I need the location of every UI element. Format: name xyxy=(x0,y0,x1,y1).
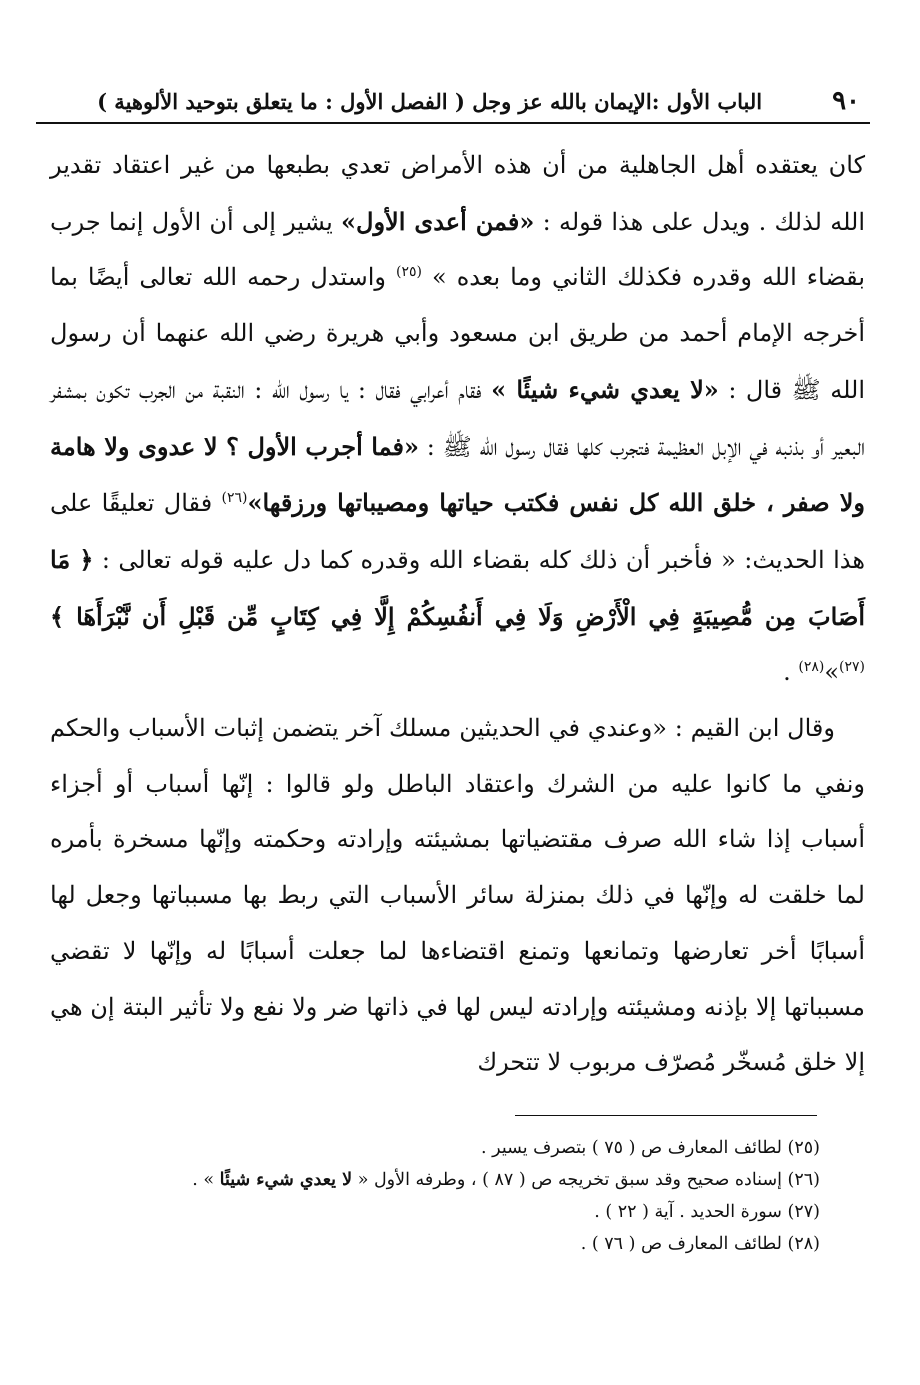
hadith-quote: «فما أجرب الأول ؟ لا عدوى ولا هامة ولا صفر ، خلق الله كل نفس فكتب حياتها ومصيباتها ورزقها» xyxy=(50,431,865,518)
text-run: يشير إلى أن الأول إنما جرب بقضاء الله وقدره فكذلك الثاني وما بعده » xyxy=(50,207,865,292)
text-run: . xyxy=(783,658,799,687)
footnote-ref: (٢٧) xyxy=(839,659,865,676)
footnote-28: (٢٨) لطائف المعارف ص ( ٧٦ ) . xyxy=(580,1234,820,1254)
page-header xyxy=(40,86,860,116)
footnote-ref: (٢٥) xyxy=(396,264,422,281)
footnote-rule xyxy=(515,1115,817,1116)
text-run: فقام أعرابي فقال : يا رسول الله : النقبة من الجرب تكون بمشفر البعير أو بذنبه في الإبل العظيمة فتجرب كلها فقال رسول الله ﷺ : xyxy=(50,375,865,461)
text-run: واستدل رحمه الله تعالى أيضًا بما أخرجه الإمام أحمد من طريق ابن مسعود وأبي هريرة رضي الله عنهما أن رسول الله ﷺ قال : xyxy=(50,263,866,404)
footnote-ref: (٢٦) xyxy=(221,490,248,507)
footnote-text: (٢٦) إسناده صحيح وقد سبق تخريجه ص ( ٨٧ ) ، وطرفه الأول « xyxy=(352,1170,820,1190)
paragraph-2: وقال ابن القيم : «وعندي في الحديثين مسلك آخر يتضمن إثبات الأسباب والحكم ونفي ما كانوا عليه من الشرك واعتقاد الباطل ولو قالوا : إنّها أسباب أو أجزاء أسباب إذا شاء الله صرف مقتضياتها بمشيئته وإرادته وحكمته وإنّها مسخرة بأمره لما خلقت له وإنّها في ذلك بمنزلة سائر الأسباب التي ربط بها مسبباتها وجعل لها أسبابًا أخر تعارضها وتمانعها وتمنع اقتضاءها لما جعلت أسبابًا له وإنّها لا تقضي مسبباتها إلا بإذنه ومشيئته وإرادته ليس لها في ذاتها ضر ولا نفع ولا تأثير البتة إن هي إلا خلق مُسخّر مُصرّف مربوب لا تتحرك xyxy=(50,714,865,1077)
text-run: فقال تعليقًا على هذا الحديث: « فأخبر أن ذلك كله بقضاء الله وقدره كما دل عليه قوله تعالى : xyxy=(50,489,865,574)
text-run: » xyxy=(824,658,840,687)
footnote-27: (٢٧) سورة الحديد . آية ( ٢٢ ) . xyxy=(594,1202,820,1222)
footnotes xyxy=(60,1132,820,1260)
text-run: كان يعتقده أهل الجاهلية من أن هذه الأمراض تعدي بطبعها من غير اعتقاد تقدير الله لذلك . ويدل على هذا قوله : xyxy=(50,151,865,236)
page-number: ٩٠ xyxy=(832,86,860,116)
running-title: الباب الأول :الإيمان بالله عز وجل ( الفصل الأول : ما يتعلق بتوحيد الألوهية ) xyxy=(97,89,763,114)
hadith-quote: «فمن أعدى الأول» xyxy=(341,206,535,236)
hadith-quote: «لا يعدي شيء شيئًا » xyxy=(491,374,719,404)
main-text xyxy=(50,138,865,1091)
header-rule xyxy=(36,122,870,124)
footnote-text: » . xyxy=(192,1170,220,1190)
footnote-ref: (٢٨) xyxy=(798,659,825,676)
paragraph-1 xyxy=(50,138,865,701)
footnote-25: (٢٥) لطائف المعارف ص ( ٧٥ ) بتصرف يسير . xyxy=(481,1138,820,1158)
footnote-bold: لا يعدي شيء شيئًا xyxy=(219,1170,353,1190)
quran-verse: ﴿ مَا أَصَابَ مِن مُّصِيبَةٍ فِي الْأَرْضِ وَلَا فِي أَنفُسِكُمْ إِلَّا فِي كِتَابٍ مِّن قَبْلِ أَن نَّبْرَأَهَا ﴾ xyxy=(50,544,865,631)
footnote-26 xyxy=(60,1164,820,1196)
